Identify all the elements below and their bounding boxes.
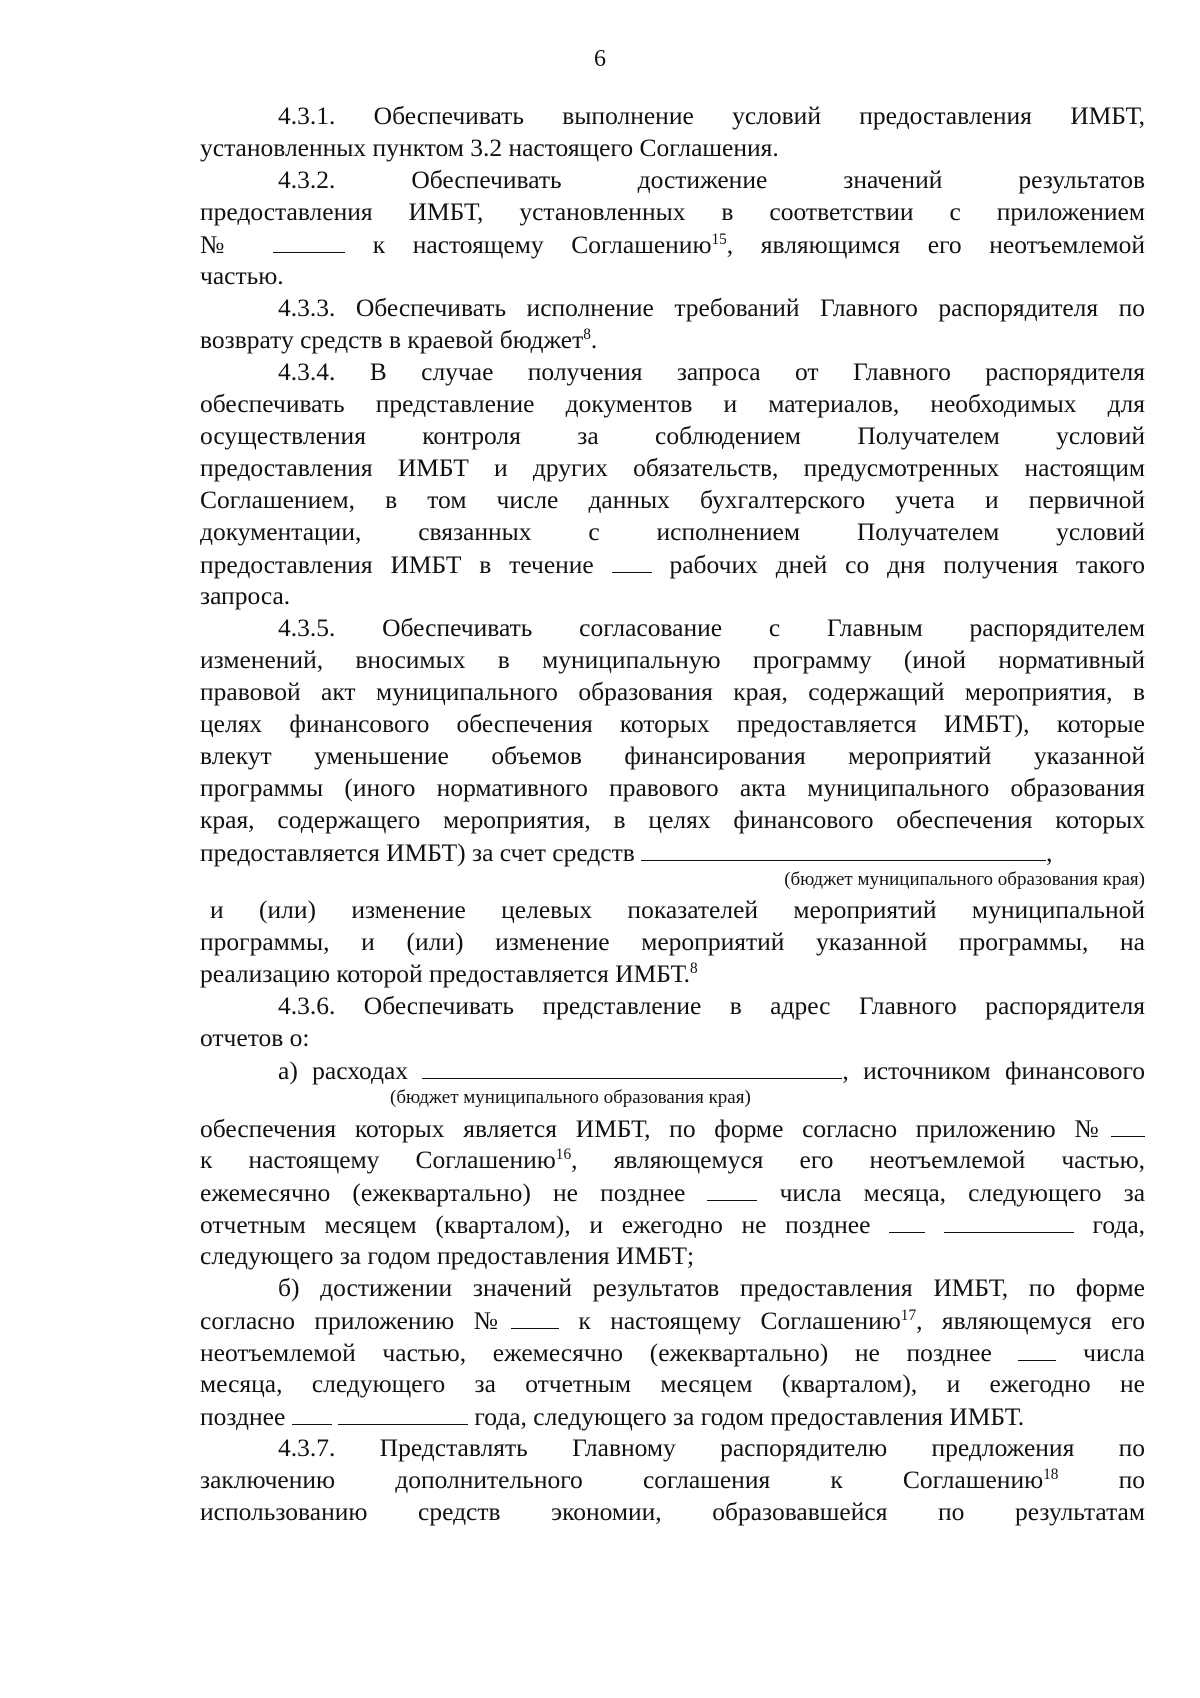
blank-field <box>1111 1112 1145 1137</box>
text-fragment: , являющемуся его <box>916 1306 1145 1336</box>
text-fragment: № <box>200 230 246 260</box>
text-line <box>200 1400 1145 1432</box>
text-line <box>200 1144 1145 1176</box>
text-line: 4.3.4. В случае получения запроса от Главного распорядителя <box>278 357 1145 386</box>
text-line <box>200 1304 1145 1336</box>
text-fragment: отчетным месяцем (кварталом), и ежегодно не позднее <box>200 1210 871 1240</box>
text-fragment: рабочих дней со дня получения такого <box>669 550 1145 580</box>
footnote-ref: 15 <box>711 231 727 249</box>
text-line <box>200 1176 1145 1208</box>
text-line: программы (иного нормативного правового акта муниципального образования <box>200 773 1145 802</box>
footnote-ref: 8 <box>689 959 698 977</box>
text-line: 4.3.5. Обеспечивать согласование с Главным распорядителем <box>278 613 1145 642</box>
text-fragment: года, следующего за годом предоставления ИМБТ. <box>474 1402 1025 1432</box>
text-fragment: ежемесячно (ежеквартально) не позднее <box>200 1178 686 1208</box>
text-line: 4.3.3. Обеспечивать исполнение требований Главного распорядителя по <box>278 293 1145 322</box>
text-fragment: обеспечения которых является ИМБТ, по форме согласно приложению № <box>200 1114 1111 1144</box>
blank-field <box>273 228 345 253</box>
blank-field <box>889 1208 925 1233</box>
text-line <box>200 1054 1145 1086</box>
footnote-ref: 8 <box>583 325 591 343</box>
footnote-ref: 18 <box>1043 1465 1059 1483</box>
text-line: документации, связанных с исполнением Получателем условий <box>200 517 1145 546</box>
text-line: программы, и (или) изменение мероприятий указанной программы, на <box>200 927 1145 956</box>
blank-field <box>422 1054 842 1079</box>
blank-field <box>944 1208 1074 1233</box>
text-line: использованию средств экономии, образовавшейся по результатам <box>200 1497 1145 1526</box>
text-fragment: к настоящему Соглашению <box>200 1145 556 1174</box>
blank-field <box>511 1304 559 1329</box>
text-fragment: , являющимся его неотъемлемой <box>726 230 1145 260</box>
text-fragment: возврату средств в краевой бюджет <box>200 325 584 354</box>
text-line: 4.3.2. Обеспечивать достижение значений результатов <box>278 165 1145 194</box>
text-line <box>200 228 1145 260</box>
text-line: следующего за годом предоставления ИМБТ; <box>200 1241 695 1270</box>
text-line: осуществления контроля за соблюдением Получателем условий <box>200 421 1145 450</box>
text-line: месяца, следующего за отчетным месяцем (кварталом), и ежегодно не <box>200 1369 1145 1398</box>
text-line: предоставления ИМБТ и других обязательств, предусмотренных настоящим <box>200 453 1145 482</box>
text-fragment: . <box>590 325 598 354</box>
text-fragment: заключению дополнительного соглашения к Соглашению <box>200 1465 1044 1494</box>
footnote-ref: 17 <box>900 1307 917 1325</box>
blank-field <box>1018 1336 1056 1361</box>
text-fragment: реализацию которой предоставляется ИМБТ. <box>200 959 690 988</box>
text-line: целях финансового обеспечения которых предоставляется ИМБТ), которые <box>200 709 1145 738</box>
text-fragment: , источником финансового <box>842 1056 1145 1086</box>
text-line <box>200 1208 1145 1240</box>
blank-field <box>641 836 1046 861</box>
text-line: частью. <box>200 261 284 290</box>
text-fragment: числа <box>1083 1338 1145 1368</box>
text-line: предоставления ИМБТ, установленных в соответствии с приложением <box>200 197 1145 226</box>
text-fragment: к настоящему Соглашению <box>578 1306 901 1336</box>
text-line: влекут уменьшение объемов финансирования мероприятий указанной <box>200 741 1145 770</box>
field-caption: (бюджет муниципального образования края) <box>784 869 1145 890</box>
footnote-ref: 16 <box>555 1145 572 1163</box>
text-line <box>200 1112 1145 1144</box>
text-fragment: года, <box>1092 1210 1145 1240</box>
text-line <box>200 548 1145 580</box>
text-line: обеспечивать представление документов и материалов, необходимых для <box>200 389 1145 418</box>
text-fragment: согласно приложению № <box>200 1306 511 1336</box>
text-fragment: позднее <box>200 1402 286 1432</box>
text-fragment: неотъемлемой частью, ежемесячно (ежеквартально) не позднее <box>200 1338 992 1368</box>
text-line: 4.3.7. Представлять Главному распорядителю предложения по <box>278 1433 1145 1462</box>
text-line: Соглашением, в том числе данных бухгалтерского учета и первичной <box>200 485 1145 514</box>
blank-field <box>292 1400 332 1425</box>
text-fragment: по <box>1058 1465 1145 1494</box>
text-line: изменений, вносимых в муниципальную программу (иной нормативный <box>200 645 1145 674</box>
text-line: запроса. <box>200 581 291 610</box>
text-fragment: числа месяца, следующего за <box>779 1178 1145 1208</box>
text-line: 4.3.6. Обеспечивать представление в адрес Главного распорядителя <box>278 991 1145 1020</box>
blank-field <box>612 548 652 573</box>
text-line: и (или) изменение целевых показателей мероприятий муниципальной <box>210 895 1145 924</box>
blank-field <box>707 1176 757 1201</box>
text-line: края, содержащего мероприятия, в целях финансового обеспечения которых <box>200 805 1145 834</box>
text-line <box>200 1464 1145 1496</box>
text-fragment: предоставляется ИМБТ) за счет средств <box>200 838 635 868</box>
text-line: б) достижении значений результатов предоставления ИМБТ, по форме <box>278 1273 1145 1302</box>
page-number: 6 <box>594 46 606 72</box>
text-fragment: предоставления ИМБТ в течение <box>200 550 594 580</box>
text-line: отчетов о: <box>200 1023 310 1052</box>
text-fragment: , <box>1046 838 1053 868</box>
field-caption: (бюджет муниципального образования края) <box>390 1087 751 1108</box>
text-fragment: а) расходах <box>278 1056 409 1086</box>
text-fragment: к настоящему Соглашению <box>372 230 712 260</box>
blank-field <box>338 1400 468 1425</box>
text-line: установленных пунктом 3.2 настоящего Соглашения. <box>200 133 779 162</box>
text-line <box>200 324 1145 356</box>
text-line <box>200 836 1145 868</box>
text-fragment: , являющемуся его неотъемлемой частью, <box>571 1145 1145 1174</box>
text-line: правовой акт муниципального образования края, содержащий мероприятия, в <box>200 677 1145 706</box>
text-line <box>200 1336 1145 1368</box>
text-line: 4.3.1. Обеспечивать выполнение условий предоставления ИМБТ, <box>278 101 1145 130</box>
text-line <box>200 958 1145 990</box>
document-body <box>200 100 1145 1528</box>
